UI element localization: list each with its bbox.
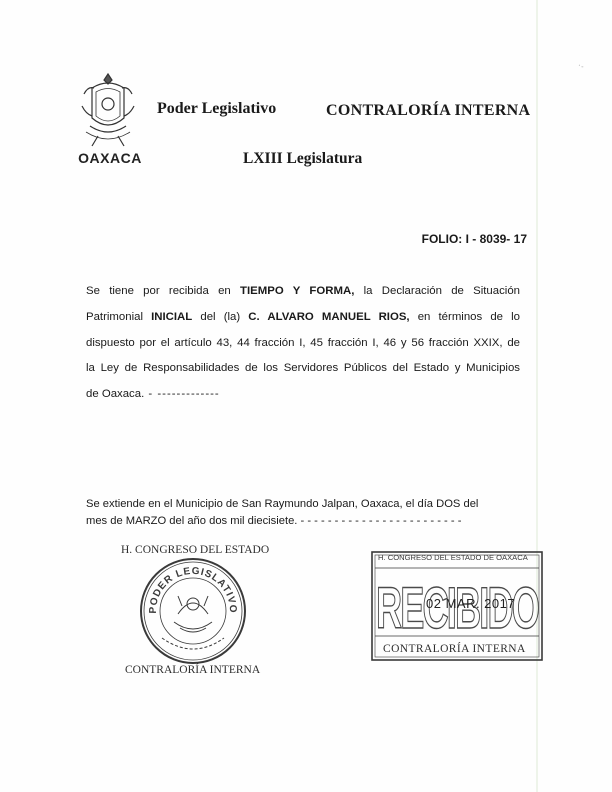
recibido-date: 02 MAR. 2017	[426, 596, 516, 611]
body-line: la Ley de Responsabilidades de los Servidores Públicos del Estado y Municipios	[86, 362, 520, 375]
body-line: de Oaxaca. - -------------	[86, 388, 220, 401]
edge-mark: ·ʼ	[574, 62, 585, 71]
closing-paragraph	[86, 496, 526, 530]
closing-line-2: mes de MARZO del año dos mil diecisiete. - - - - - - - - - - - - - - - - - - - - - - - -	[86, 515, 462, 527]
header-right-title: CONTRALORÍA INTERNA	[326, 102, 531, 119]
oaxaca-coat-of-arms-icon	[78, 70, 138, 150]
seal-ring-text: PODER LEGISLATIVO	[147, 565, 239, 614]
body-line: Se tiene por recibida en TIEMPO Y FORMA, la Declaración de Situación	[86, 285, 520, 297]
body-line: Patrimonial INICIAL del (la) C. ALVARO MANUEL RIOS, en términos de lo	[86, 310, 520, 323]
header-left-title: Poder Legislativo	[157, 100, 277, 117]
recibido-footer: CONTRALORÍA INTERNA	[383, 643, 526, 655]
recibido-header: H. CONGRESO DEL ESTADO DE OAXACA	[378, 553, 528, 562]
folio-number: FOLIO: I - 8039- 17	[421, 232, 527, 246]
seal-title: H. CONGRESO DEL ESTADO	[121, 544, 270, 556]
state-name: OAXACA	[78, 150, 142, 166]
page-edge-line	[536, 0, 538, 792]
body-line: dispuesto por el artículo 43, 44 fracción I, 45 fracción I, 46 y 56 fracción XXIX, de	[86, 336, 520, 349]
congress-seal-icon	[138, 556, 248, 666]
legislature-title: LXIII Legislatura	[243, 150, 363, 167]
declaration-body	[86, 279, 520, 408]
recibido-word: RECIBIDO	[376, 576, 539, 641]
seal-footer: CONTRALORÍA INTERNA	[125, 664, 261, 676]
closing-line-1: Se extiende en el Municipio de San Raymundo Jalpan, Oaxaca, el día DOS del	[86, 498, 479, 510]
